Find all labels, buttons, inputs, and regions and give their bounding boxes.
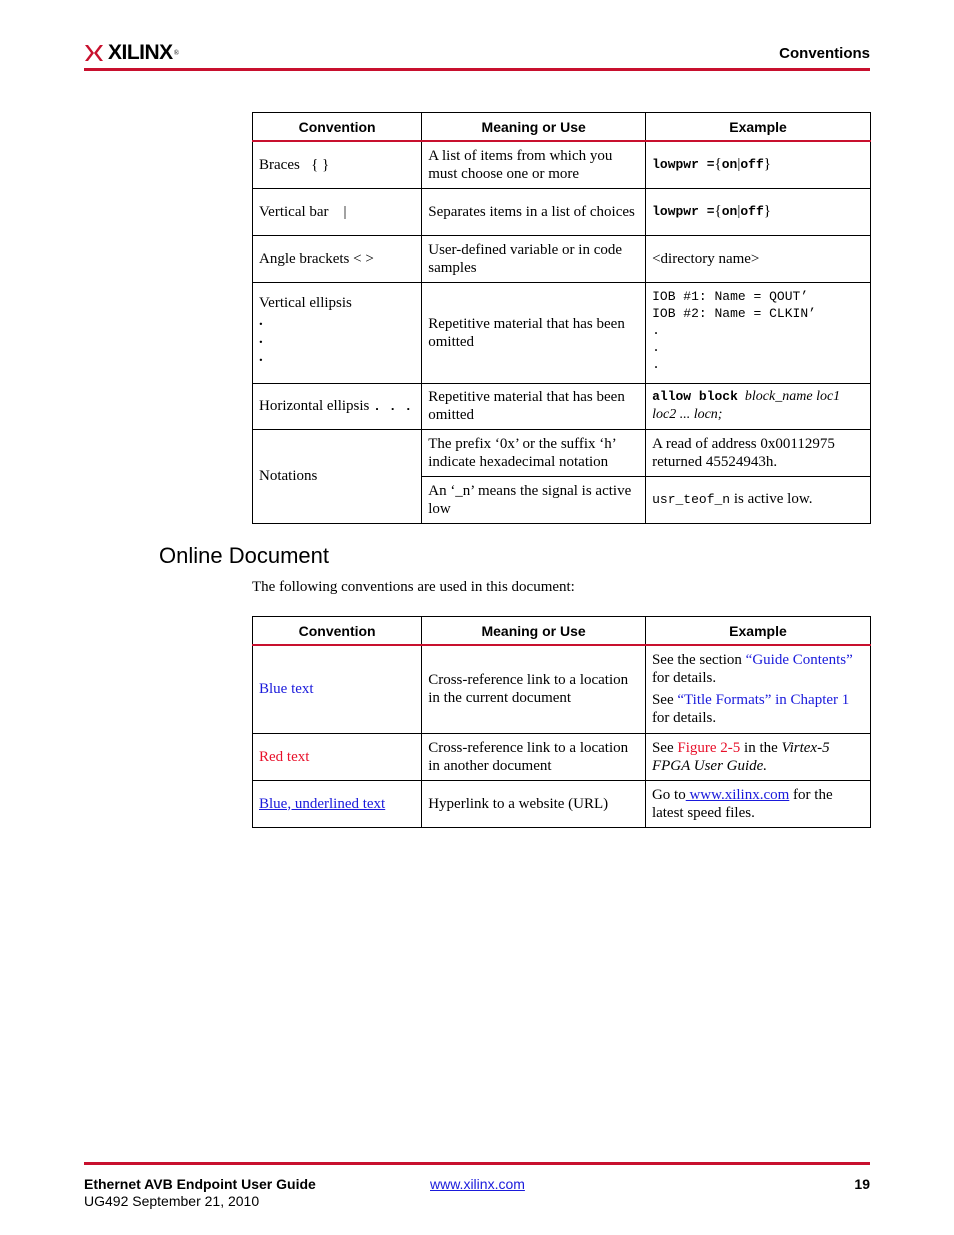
title-formats-link[interactable]: “Title Formats” in Chapter 1 <box>677 692 850 709</box>
footer-guide-title: Ethernet AVB Endpoint User Guide <box>84 1176 316 1192</box>
xilinx-logo <box>84 41 179 65</box>
meaning-cell: The prefix ‘0x’ or the suffix ‘h’ indicate hexadecimal notation <box>422 429 646 476</box>
convention-cell: Blue text <box>253 645 422 733</box>
table-header-row <box>253 113 871 142</box>
meaning-cell: Cross-reference link to a location in the current document <box>422 645 646 733</box>
convention-cell: Horizontal ellipsis . . . <box>253 383 422 429</box>
convention-cell: Vertical ellipsis . . . <box>253 282 422 383</box>
registered-mark: ® <box>173 49 180 57</box>
footer-doc-id: UG492 September 21, 2010 <box>84 1193 260 1209</box>
column-header-meaning: Meaning or Use <box>422 617 646 646</box>
page-number: 19 <box>854 1176 870 1192</box>
table-row <box>253 141 871 188</box>
example-cell: allow block block_name loc1 loc2 ... locn; <box>646 383 871 429</box>
meaning-cell: Repetitive material that has been omitted <box>422 282 646 383</box>
logo-wordmark: XILINX <box>108 41 173 64</box>
meaning-cell: A list of items from which you must choose one or more <box>422 141 646 188</box>
meaning-cell: Repetitive material that has been omitted <box>422 383 646 429</box>
online-conventions-table <box>252 616 871 828</box>
table-row <box>253 780 871 827</box>
convention-cell <box>253 780 422 827</box>
meaning-cell: User-defined variable or in code samples <box>422 235 646 282</box>
example-cell: See Figure 2-5 in the Virtex-5 FPGA User Guide. <box>645 733 870 780</box>
footer-rule <box>84 1162 870 1165</box>
footer-url-link[interactable]: www.xilinx.com <box>430 1176 525 1192</box>
example-cell: usr_teof_n is active low. <box>646 476 871 523</box>
meaning-cell: An ‘_n’ means the signal is active low <box>422 476 646 523</box>
convention-cell: Vertical bar | <box>253 188 422 235</box>
xilinx-mark-icon <box>84 44 104 62</box>
intro-paragraph: The following conventions are used in this document: <box>252 579 575 595</box>
table-row <box>253 188 871 235</box>
meaning-cell: Separates items in a list of choices <box>422 188 646 235</box>
convention-cell: Red text <box>253 733 422 780</box>
header-rule <box>84 68 870 71</box>
example-cell: A read of address 0x00112975 returned 45524943h. <box>646 429 871 476</box>
example-cell: See the section “Guide Contents” for details. See “Title Formats” in Chapter 1 for details. <box>645 645 870 733</box>
example-cell: lowpwr ={on|off} <box>646 188 871 235</box>
column-header-convention: Convention <box>253 113 422 142</box>
table-row <box>253 429 871 476</box>
column-header-example: Example <box>645 617 870 646</box>
table-row <box>253 733 871 780</box>
example-cell: <directory name> <box>646 235 871 282</box>
meaning-cell: Cross-reference link to a location in another document <box>422 733 646 780</box>
table-header-row <box>253 617 871 646</box>
example-cell: lowpwr ={on|off} <box>646 141 871 188</box>
xilinx-website-link[interactable]: www.xilinx.com <box>685 786 790 803</box>
guide-contents-link[interactable]: “Guide Contents” <box>745 652 853 669</box>
example-cell: Go to www.xilinx.com for the latest speed files. <box>645 780 870 827</box>
table-row <box>253 282 871 383</box>
blue-underlined-sample: Blue, underlined text <box>259 795 386 812</box>
column-header-example: Example <box>646 113 871 142</box>
section-title: Online Document <box>159 543 329 568</box>
table-row <box>253 235 871 282</box>
header-section-title: Conventions <box>779 45 870 62</box>
column-header-meaning: Meaning or Use <box>422 113 646 142</box>
convention-cell: Braces { } <box>253 141 422 188</box>
table-row <box>253 383 871 429</box>
meaning-cell: Hyperlink to a website (URL) <box>422 780 646 827</box>
example-cell: IOB #1: Name = QOUT’ IOB #2: Name = CLKIN’ . . . <box>646 282 871 383</box>
figure-2-5-link[interactable]: Figure 2-5 <box>677 739 741 756</box>
conventions-table <box>252 112 871 524</box>
convention-cell: Notations <box>253 429 422 523</box>
convention-cell: Angle brackets < > <box>253 235 422 282</box>
column-header-convention: Convention <box>253 617 422 646</box>
table-row <box>253 645 871 733</box>
